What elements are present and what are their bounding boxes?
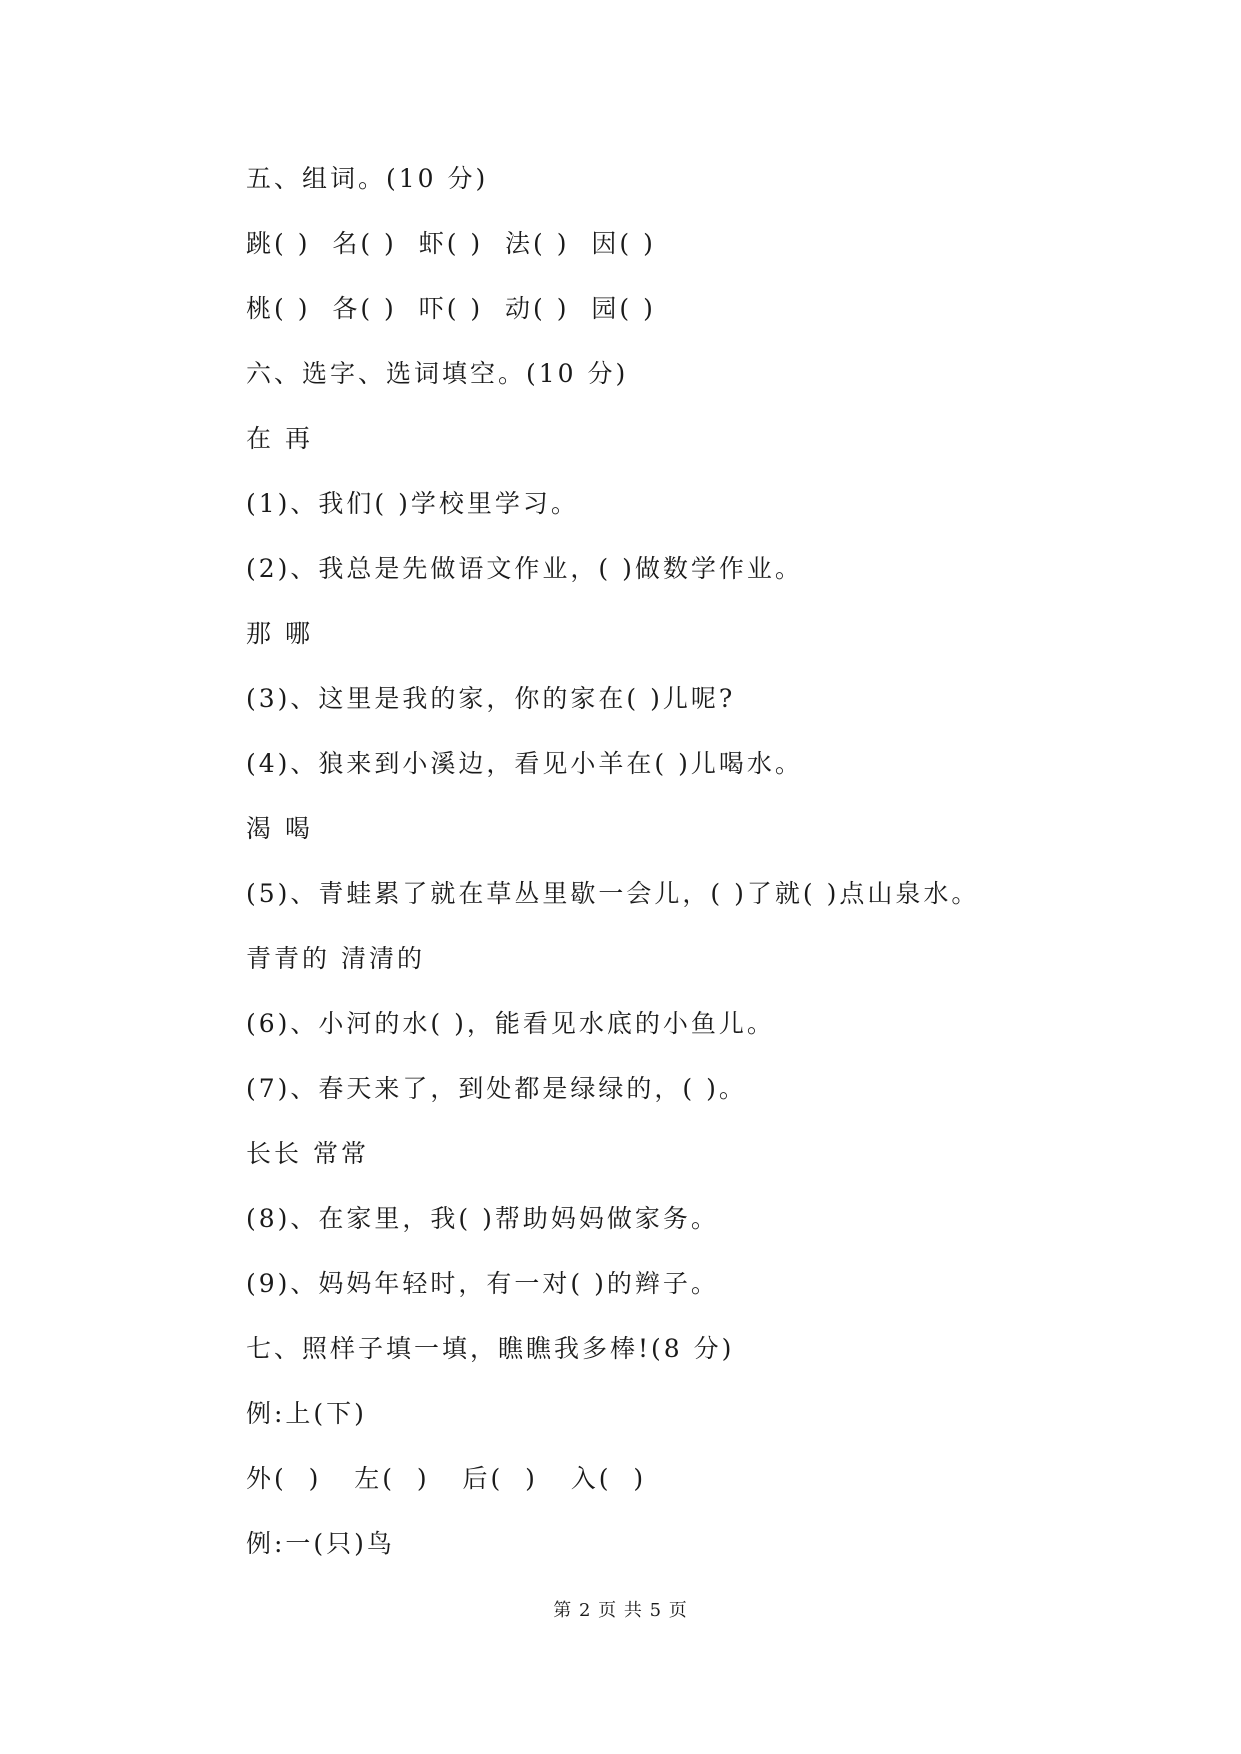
- word-choice-options: 渴 喝: [246, 814, 313, 843]
- question-item: (4)、狼来到小溪边，看见小羊在( )儿喝水。: [246, 749, 803, 778]
- question-item: (6)、小河的水( )，能看见水底的小鱼儿。: [246, 1009, 775, 1038]
- word-choice-options: 那 哪: [246, 619, 313, 648]
- fill-in-row: 外( ) 左( ) 后( ) 入( ): [246, 1464, 647, 1493]
- question-item: (1)、我们( )学校里学习。: [246, 489, 579, 518]
- question-item: (3)、这里是我的家，你的家在( )儿呢?: [246, 684, 736, 713]
- word-choice-options: 长长 常常: [246, 1139, 369, 1168]
- document-body: [246, 158, 1146, 1588]
- word-choice-options: 在 再: [246, 424, 313, 453]
- word-group-row: 桃( ) 各( ) 吓( ) 动( ) 园( ): [246, 294, 656, 323]
- word-choice-options: 青青的 清清的: [246, 944, 425, 973]
- question-item: (8)、在家里，我( )帮助妈妈做家务。: [246, 1204, 719, 1233]
- example-line: 例:上(下): [246, 1399, 367, 1428]
- question-item: (5)、青蛙累了就在草丛里歇一会儿，( )了就( )点山泉水。: [246, 879, 980, 908]
- section-heading: 五、组词。(10 分): [246, 164, 489, 193]
- section-heading: 六、选字、选词填空。(10 分): [246, 359, 629, 388]
- page-number-footer: 第 2 页 共 5 页: [553, 1600, 688, 1621]
- question-item: (7)、春天来了，到处都是绿绿的，( )。: [246, 1074, 747, 1103]
- word-group-row: 跳( ) 名( ) 虾( ) 法( ) 因( ): [246, 229, 656, 258]
- section-heading: 七、照样子填一填，瞧瞧我多棒!(8 分): [246, 1334, 735, 1363]
- question-item: (2)、我总是先做语文作业，( )做数学作业。: [246, 554, 803, 583]
- question-item: (9)、妈妈年轻时，有一对( )的辫子。: [246, 1269, 719, 1298]
- example-line: 例:一(只)鸟: [246, 1529, 395, 1558]
